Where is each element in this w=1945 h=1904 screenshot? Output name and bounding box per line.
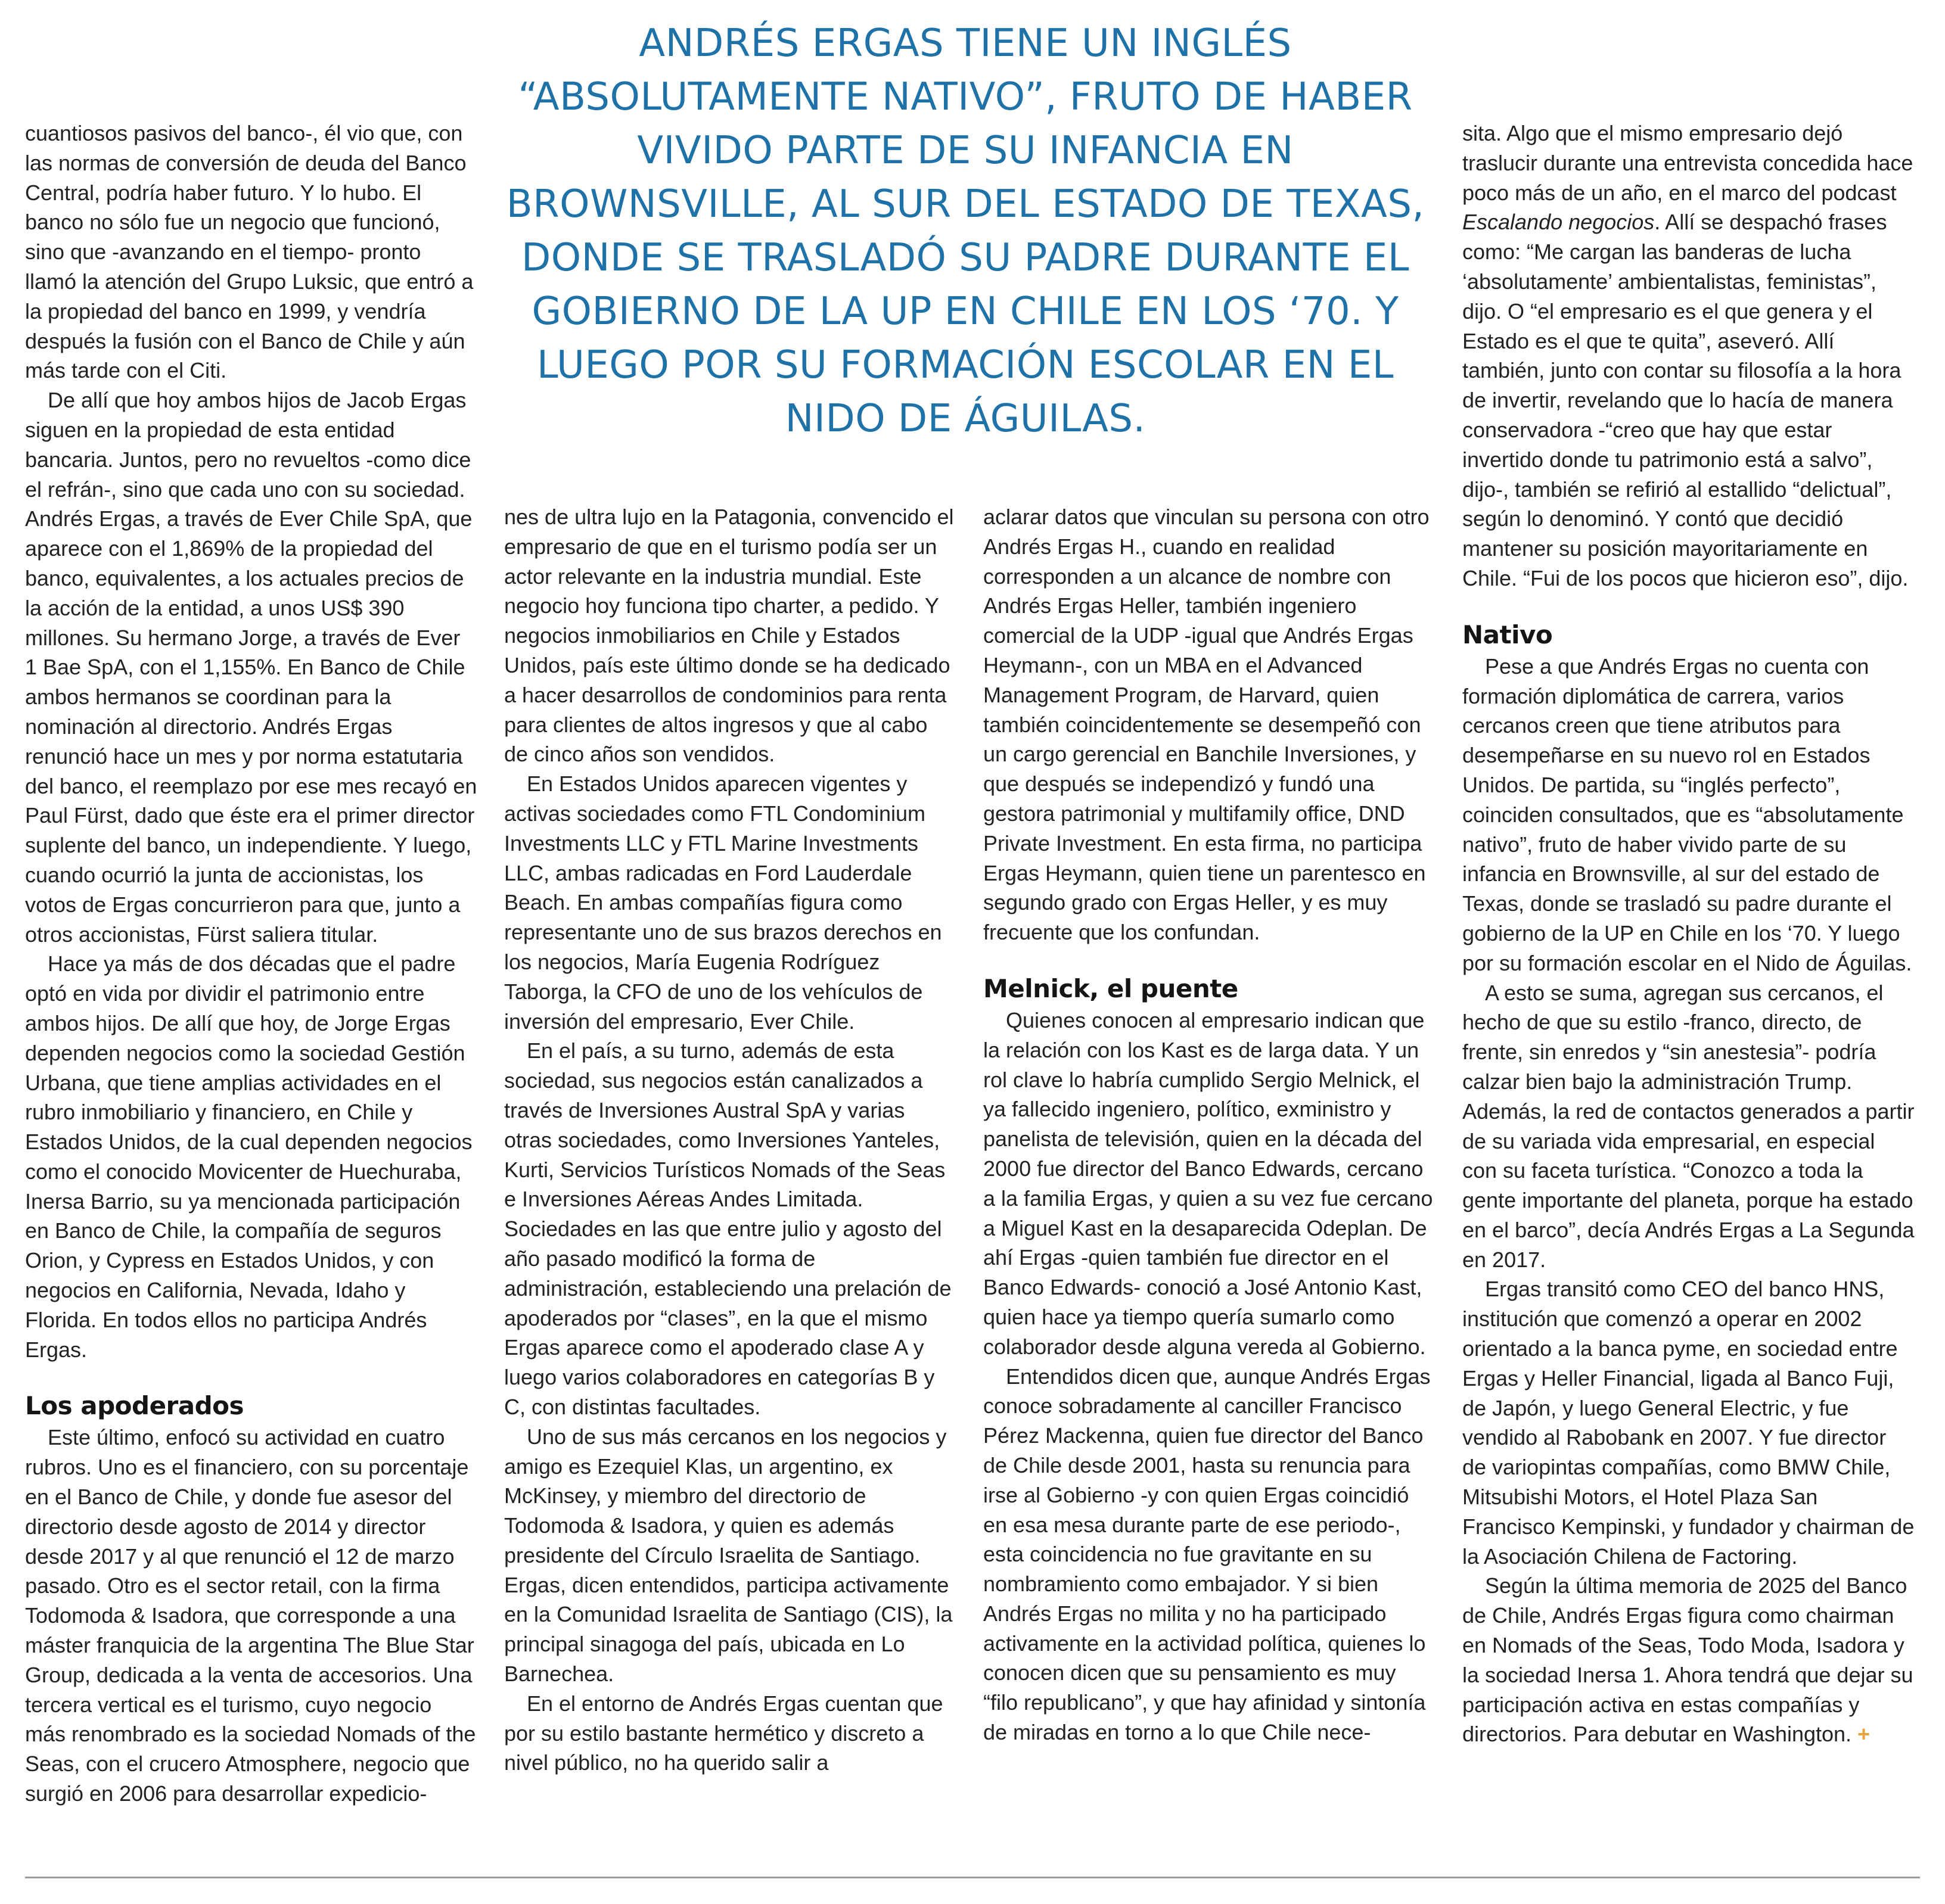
article-column-4 [1462,119,1915,1749]
article-column-3 [983,502,1436,1747]
paragraph: Quienes conocen al empresario indican que la relación con los Kast es de larga data. Y un rol clave lo habría cumplido Sergio Melnick, el ya fallecido ingeniero, político, exministro y panelista de televisión, quien en la década del 2000 fue director del Banco Edwards, cercano a la familia Ergas, y quien a su vez fue cercano a Miguel Kast en la desaparecida Odeplan. De ahí Ergas -quien también fue director en el Banco Edwards- conoció a José Antonio Kast, quien hace ya tiempo quería sumarlo como colaborador desde alguna vereda al Gobierno. [983,1007,1433,1359]
paragraph: Hace ya más de dos décadas que el padre optó en vida por dividir el patrimonio entre ambos hijos. De allí que hoy, de Jorge Ergas dependen negocios como la sociedad Gestión Urbana, que tiene amplias actividades en el rubro inmobiliario y financiero, en Chile y Estados Unidos, de la cual dependen negocios como el conocido Movicenter de Huechuraba, Inersa Barrio, su ya mencionada participación en Banco de Chile, la compañía de seguros Orion, y Cypress en Estados Unidos, y con negocios en California, Nevada, Idaho y Florida. En todos ellos no participa Andrés Ergas. [25,951,473,1362]
paragraph: En el país, a su turno, además de esta sociedad, sus negocios están canalizados a través de Inversiones Austral SpA y varias otras sociedades, como Inversiones Yanteles, Kurti, Servicios Turísticos Nomads of the Seas e Inversiones Aéreas Andes Limitada. Sociedades en las que entre julio y agosto del año pasado modificó la forma de administración, estableciendo una prelación de apoderados por “clases”, en la que el mismo Ergas aparece como el apoderado clase A y luego varios colaboradores en categorías B y C, con distintas facultades. [504,1038,952,1419]
paragraph: En el entorno de Andrés Ergas cuentan que por su estilo bastante hermético y discreto a nivel público, no ha querido salir a [504,1691,943,1775]
section-heading-nativo: Nativo [1462,620,1553,649]
paragraph: A esto se suma, agregan sus cercanos, el hecho de que su estilo -franco, directo, de frente, sin enredos y “sin anestesia”- podría calzar bien bajo la administración Trump. Además, la red de contactos generados a partir de su variada vida empresarial, en especial con su faceta turística. “Conozco a toda la gente importante del planeta, porque ha estado en el barco”, decía Andrés Ergas a La Segunda en 2017. [1462,980,1915,1272]
paragraph: En Estados Unidos aparecen vigentes y activas sociedades como FTL Condominium Investments LLC y FTL Marine Investments LLC, ambas radicadas en Ford Lauderdale Beach. En ambas compañías figura como representante uno de sus brazos derechos en los negocios, María Eugenia Rodríguez Taborga, la CFO de uno de los vehículos de inversión del empresario, Ever Chile. [504,771,942,1034]
bottom-divider [25,1877,1920,1878]
paragraph: aclarar datos que vinculan su persona con otro Andrés Ergas H., cuando en realidad corresponden a un alcance de nombre con Andrés Ergas Heller, también ingeniero comercial de la UDP -igual que Andrés Ergas Heymann-, con un MBA en el Advanced Management Program, de Harvard, quien también coincidentemente se desempeñó con un cargo gerencial en Banchile Inversiones, y que después se independizó y fundó una gestora patrimonial y multifamily office, DND Private Investment. En esta firma, no participa Ergas Heymann, quien tiene un parentesco en segundo grado con Ergas Heller, y es muy frecuente que los confundan. [983,505,1430,945]
paragraph: De allí que hoy ambos hijos de Jacob Ergas siguen en la propiedad de esta entidad bancaria. Juntos, pero no revueltos -como dice el refrán-, sino que cada uno con su sociedad. Andrés Ergas, a través de Ever Chile SpA, que aparece con el 1,869% de la propiedad del banco, equivalentes, a los actuales precios de la acción de la entidad, a unos US$ 390 millones. Su hermano Jorge, a través de Ever 1 Bae SpA, con el 1,155%. En Banco de Chile ambos hermanos se coordinan para la nominación al directorio. Andrés Ergas renunció hace un mes y por norma estatutaria del banco, el reemplazo por ese mes recayó en Paul Fürst, dado que éste era el primer director suplente del banco, un independiente. Y luego, cuando ocurrió la junta de accionistas, los votos de Ergas concurrieron para que, junto a otros accionistas, Fürst saliera titular. [25,388,477,947]
section-heading-melnick: Melnick, el puente [983,973,1238,1003]
paragraph [1462,1571,1915,1749]
pull-quote: ANDRÉS ERGAS TIENE UN INGLÉS “ABSOLUTAMENTE NATIVO”, FRUTO DE HABER VIVIDO PARTE DE SU INFANCIA EN BROWNSVILLE, AL SUR DEL ESTADO DE TEXAS, DONDE SE TRASLADÓ SU PADRE DURANTE EL GOBIERNO DE LA UP EN CHILE EN LOS ‘70. Y LUEGO POR SU FORMACIÓN ESCOLAR EN EL NIDO DE ÁGUILAS. [506,21,1425,441]
paragraph: nes de ultra lujo en la Patagonia, convencido el empresario de que en el turismo podía ser un actor relevante en la industria mundial. Este negocio hoy funciona tipo charter, a pedido. Y negocios inmobiliarios en Chile y Estados Unidos, país este último donde se ha dedicado a hacer desarrollos de condominios para renta para clientes de altos ingresos y que al cabo de cinco años son vendidos. [504,505,954,767]
paragraph: Ergas transitó como CEO del banco HNS, institución que comenzó a operar en 2002 orientado a la banca pyme, en sociedad entre Ergas y Heller Financial, ligada al Banco Fuji, de Japón, y luego General Electric, y fue vendido al Rabobank en 2007. Y fue director de variopintas compañías, como BMW Chile, Mitsubishi Motors, el Hotel Plaza San Francisco Kempinski, y fundador y chairman de la Asociación Chilena de Factoring. [1462,1277,1915,1569]
paragraph: Este último, enfocó su actividad en cuatro rubros. Uno es el financiero, con su porcentaje en el Banco de Chile, y donde fue asesor del directorio desde agosto de 2014 y director desde 2017 y al que renunció el 12 de marzo pasado. Otro es el sector retail, con la firma Todomoda & Isadora, que corresponde a una máster franquicia de la argentina The Blue Star Group, dedicada a la venta de accesorios. Una tercera vertical es el turismo, cuyo negocio más renombrado es la sociedad Nomads of the Seas, con el crucero Atmosphere, negocio que surgió en 2006 para desarrollar expedicio- [25,1425,476,1806]
podcast-title: Escalando negocios [1462,210,1655,235]
paragraph [1462,119,1915,593]
text-run: . Allí se despachó frases como: “Me cargan las banderas de lucha ‘absolutamente’ ambientalistas, feministas”, dijo. O “el empresario es el que genera y el Estado es el que te quita”, aseveró. Allí también, junto con contar su filosofía a la hora de invertir, revelando que lo hacía de manera conservadora -“creo que hay que estar invertido donde tu patrimonio está a salvo”, dijo-, también se refirió al estallido “delictual”, según lo denominó. Y contó que decidió mantener su posición mayoritariamente en Chile. “Fui de los pocos que hicieron eso”, dijo. [1462,210,1909,590]
section-heading-apoderados: Los apoderados [25,1391,244,1421]
text-run: Según la última memoria de 2025 del Banco de Chile, Andrés Ergas figura como chairman en Nomads of the Seas, Todo Moda, Isadora y la sociedad Inersa 1. Ahora tendrá que dejar su participación activa en estas compañías y directorios. Para debutar en Washington. [1462,1573,1913,1747]
paragraph: Uno de sus más cercanos en los negocios y amigo es Ezequiel Klas, un argentino, ex McKinsey, y miembro del directorio de Todomoda & Isadora, y quien es además presidente del Círculo Israelita de Santiago. Ergas, dicen entendidos, participa activamente en la Comunidad Israelita de Santiago (CIS), la principal sinagoga del país, ubicada en Lo Barnechea. [504,1424,953,1687]
article-column-1 [25,119,478,1809]
paragraph: cuantiosos pasivos del banco-, él vio que, con las normas de conversión de deuda del Banco Central, podría haber futuro. Y lo hubo. El banco no sólo fue un negocio que funcionó, sino que -avanzando en el tiempo- pronto llamó la atención del Grupo Luksic, que entró a la propiedad del banco en 1999, y vendría después la fusión con el Banco de Chile y aún más tarde con el Citi. [25,121,474,383]
paragraph: Entendidos dicen que, aunque Andrés Ergas conoce sobradamente al canciller Francisco Pérez Mackenna, quien fue director del Banco de Chile desde 2001, hasta su renuncia para irse al Gobierno -y con quien Ergas coincidió en esa mesa durante parte de ese periodo-, esta coincidencia no fue gravitante en su nombramiento como embajador. Y si bien Andrés Ergas no milita y no ha participado activamente en la actividad política, quienes lo conocen dicen que su pensamiento es muy “filo republicano”, y que hay afinidad y sintonía de miradas en torno a lo que Chile nece- [983,1364,1431,1745]
end-mark-icon: + [1857,1722,1871,1747]
article-column-2 [504,502,957,1778]
paragraph: Pese a que Andrés Ergas no cuenta con formación diplomática de carrera, varios cercanos creen que tiene atributos para desempeñarse en su nuevo rol en Estados Unidos. De partida, su “inglés perfecto”, coinciden consultados, que es “absolutamente nativo”, fruto de haber vivido parte de su infancia en Brownsville, al sur del estado de Texas, donde se trasladó su padre durante el gobierno de la UP en Chile en los ‘70. Y luego por su formación escolar en el Nido de Águilas. [1462,654,1912,975]
text-run: sita. Algo que el mismo empresario dejó traslucir durante una entrevista concedida hace poco más de un año, en el marco del podcast [1462,121,1913,205]
